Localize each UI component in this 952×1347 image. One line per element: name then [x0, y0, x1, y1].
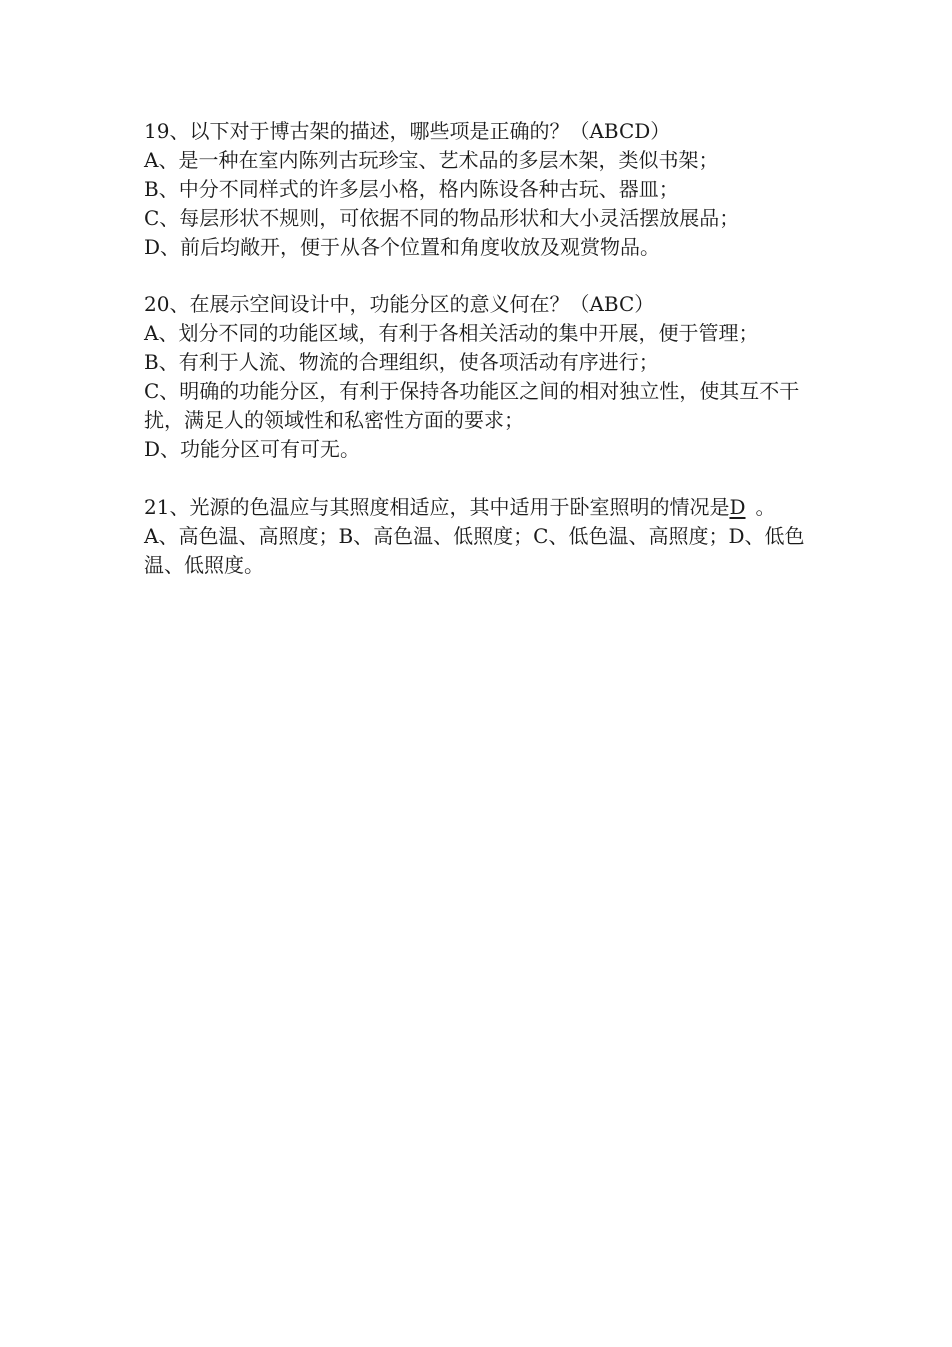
option-a: A、划分不同的功能区域，有利于各相关活动的集中开展，便于管理； [144, 321, 759, 345]
question-stem: 19、以下对于博古架的描述，哪些项是正确的？（ABCD） [144, 119, 671, 143]
question-21 [144, 493, 816, 580]
question-20 [144, 290, 816, 464]
answer-blank: D [729, 495, 746, 519]
option-b: B、有利于人流、物流的合理组织，使各项活动有序进行； [144, 350, 659, 374]
question-stem-wrap [144, 493, 816, 522]
question-stem-end: 。 [755, 495, 776, 519]
option-a: A、是一种在室内陈列古玩珍宝、艺术品的多层木架，类似书架； [144, 148, 719, 172]
question-19 [144, 117, 816, 262]
option-c: C、明确的功能分区，有利于保持各功能区之间的相对独立性，使其互不干扰，满足人的领域性和私密性方面的要求； [144, 379, 800, 432]
option-d: D、功能分区可有可无。 [144, 437, 361, 461]
options-line: A、高色温、高照度；B、高色温、低照度；C、低色温、高照度；D、低色温、低照度。 [144, 524, 805, 577]
question-stem: 21、光源的色温应与其照度相适应，其中适用于卧室照明的情况是 [144, 495, 730, 519]
question-stem: 20、在展示空间设计中，功能分区的意义何在？（ABC） [144, 292, 655, 316]
option-b: B、中分不同样式的许多层小格，格内陈设各种古玩、器皿； [144, 177, 679, 201]
option-c: C、每层形状不规则，可依据不同的物品形状和大小灵活摆放展品； [144, 206, 740, 230]
option-d: D、前后均敞开，便于从各个位置和角度收放及观赏物品。 [144, 235, 661, 259]
